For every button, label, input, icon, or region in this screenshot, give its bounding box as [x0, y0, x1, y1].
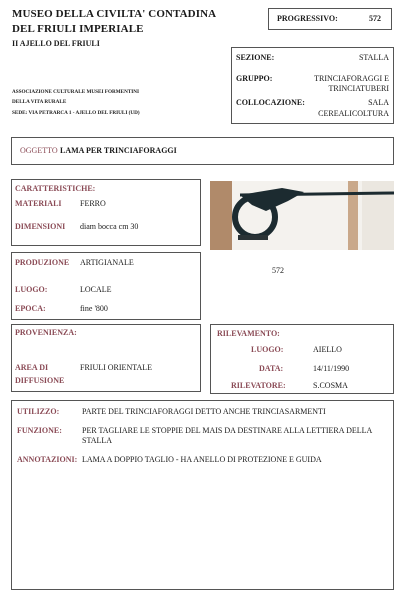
utilizzo-label: UTILIZZO: — [17, 407, 60, 416]
progressivo-value: 572 — [369, 14, 381, 23]
gruppo-value-line1: TRINCIAFORAGGI E — [314, 74, 389, 83]
epoca-label: EPOCA: — [15, 304, 46, 313]
collocazione-label: COLLOCAZIONE: — [236, 98, 305, 107]
oggetto-value: LAMA PER TRINCIAFORAGGI — [60, 146, 177, 155]
association-line2: DELLA VITA RURALE — [12, 99, 67, 105]
sezione-value: STALLA — [358, 53, 389, 62]
annotazioni-label: ANNOTAZIONI: — [17, 455, 78, 464]
provenienza-title: PROVENIENZA: — [15, 328, 77, 337]
produzione-value: ARTIGIANALE — [80, 258, 134, 267]
gruppo-label: GRUPPO: — [236, 74, 273, 83]
object-photo — [210, 181, 394, 250]
funzione-value-line1: PER TAGLIARE LE STOPPIE DEL MAIS DA DESTINARE ALLA LETTIERA DELLA — [82, 426, 373, 435]
rilevamento-luogo-value: AIELLO — [313, 345, 342, 354]
luogo-value: LOCALE — [80, 285, 112, 294]
classification-box — [231, 47, 394, 124]
epoca-value: fine '800 — [80, 304, 108, 313]
area-value: FRIULI ORIENTALE — [80, 363, 153, 372]
rilevamento-title: RILEVAMENTO: — [217, 329, 280, 338]
rilevatore-label: RILEVATORE: — [231, 381, 286, 390]
rilevamento-luogo-label: LUOGO: — [251, 345, 284, 354]
museum-name-line2: DEL FRIULI IMPERIALE — [12, 23, 144, 35]
produzione-label: PRODUZIONE — [15, 258, 70, 267]
funzione-value-line2: STALLA — [82, 436, 113, 445]
collocazione-value-line1: SALA — [368, 98, 389, 107]
association-line3: SEDE: VIA PETRARCA 1 - AJELLO DEL FRIULI (UD) — [12, 110, 140, 116]
materiali-label: MATERIALI — [15, 199, 62, 208]
museum-location: II AJELLO DEL FRIULI — [12, 39, 100, 48]
dimensioni-label: DIMENSIONI — [15, 222, 66, 231]
gruppo-value-line2: TRINCIATUBERI — [328, 84, 389, 93]
blade-photo-illustration — [210, 181, 394, 250]
utilizzo-value: PARTE DEL TRINCIAFORAGGI DETTO ANCHE TRINCIASARMENTI — [82, 407, 326, 416]
materiali-value: FERRO — [80, 199, 106, 208]
luogo-label: LUOGO: — [15, 285, 48, 294]
notes-box — [11, 400, 394, 590]
oggetto-label: OGGETTO — [20, 146, 58, 155]
oggetto-box — [11, 137, 394, 165]
area-label-line1: AREA DI — [15, 363, 49, 372]
association-line1: ASSOCIAZIONE CULTURALE MUSEI FORMENTINI — [12, 89, 140, 95]
rilevatore-value: S.COSMA — [313, 381, 348, 390]
progressivo-label: PROGRESSIVO: — [277, 14, 338, 23]
dimensioni-value: diam bocca cm 30 — [80, 222, 139, 231]
collocazione-value-line2: CEREALICOLTURA — [318, 109, 389, 118]
data-label: DATA: — [259, 364, 284, 373]
funzione-label: FUNZIONE: — [17, 426, 62, 435]
area-label-line2: DIFFUSIONE — [15, 376, 65, 385]
sezione-label: SEZIONE: — [236, 53, 275, 62]
provenienza-box — [11, 324, 201, 392]
photo-caption: 572 — [272, 266, 284, 275]
progressivo-box — [268, 8, 392, 30]
data-value: 14/11/1990 — [313, 364, 350, 373]
rilevamento-box — [210, 324, 394, 394]
museum-name-line1: MUSEO DELLA CIVILTA' CONTADINA — [12, 8, 217, 20]
caratteristiche-box — [11, 179, 201, 246]
annotazioni-value: LAMA A DOPPIO TAGLIO - HA ANELLO DI PROTEZIONE E GUIDA — [82, 455, 322, 464]
produzione-box — [11, 252, 201, 320]
caratteristiche-title: CARATTERISTICHE: — [15, 184, 96, 193]
